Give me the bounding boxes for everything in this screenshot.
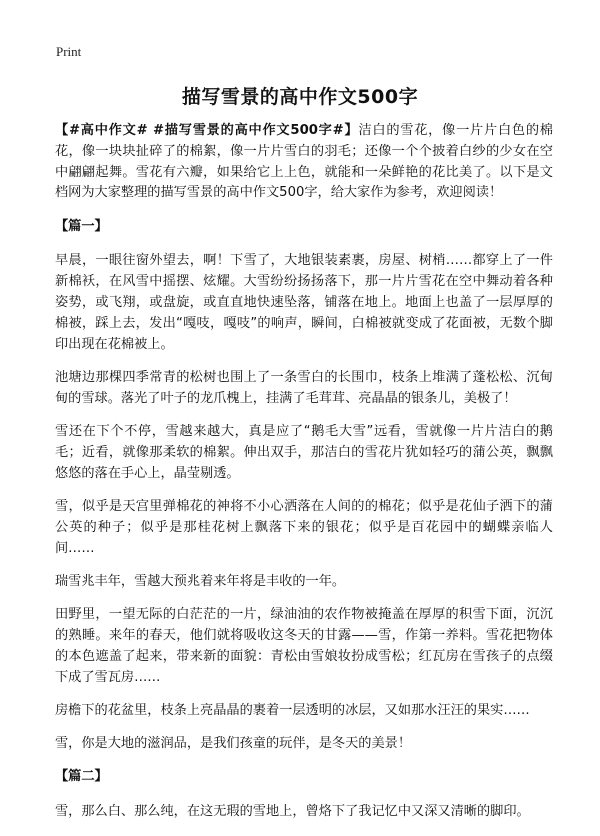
article-title: 描写雪景的高中作文500字 — [181, 86, 419, 108]
paragraph: 雪还在下个不停，雪越来越大，真是应了“鹅毛大雪”远看，雪就像一片片洁白的鹅毛；近看，就像那柔软的棉絮。伸出双手，那洁白的雪花片犹如轻巧的蒲公英，飘飘悠悠的落在手心上，晶莹剔透。 — [55, 424, 553, 481]
section-heading-1: 【篇一】 — [55, 218, 108, 234]
paragraph: 田野里，一望无际的白茫茫的一片，绿油油的农作物被掩盖在厚厚的积雪下面，沉沉的熟睡。来年的春天，他们就将吸收这冬天的甘露——雪，作第一养料。雪花把物体的本色遮盖了起来，带来新的面貌：青松由雪娘妆扮成雪松；红瓦房在雪孩子的点缀下成了雪瓦房…… — [55, 607, 553, 685]
paragraph: 雪，你是大地的滋润品，是我们孩童的玩伴，是冬天的美景！ — [55, 736, 412, 752]
article-body — [55, 121, 553, 836]
paragraph: 瑞雪兆丰年，雪越大预兆着来年将是丰收的一年。 — [55, 573, 346, 589]
print-link[interactable]: Print — [56, 44, 82, 59]
intro-tag: 【#高中作文# #描写雪景的高中作文500字#】 — [55, 123, 359, 138]
intro-text: 洁白的雪花，像一片片白色的棉花，像一块块扯碎了的棉絮，像一片片雪白的羽毛；还像一个个披着白纱的少女在空中翩翩起舞。雪花有六瓣，如果给它上上色，就能和一朵鲜艳的花比美了。以下是文档网为大家整理的描写雪景的高中作文500字，给大家作为参考，欢迎阅读！ — [55, 123, 553, 201]
paragraph: 池塘边那棵四季常青的松树也围上了一条雪白的长围巾，枝条上堆满了蓬松松、沉甸甸的雪球。落光了叶子的龙爪槐上，挂满了毛茸茸、亮晶晶的银条儿，美极了！ — [55, 369, 553, 406]
paragraph: 雪，似乎是天宫里弹棉花的神将不小心洒落在人间的的棉花；似乎是花仙子洒下的蒲公英的种子；似乎是那桂花树上飘落下来的银花；似乎是百花园中的蝴蝶亲临人间…… — [55, 498, 553, 556]
intro-paragraph — [55, 121, 553, 204]
paragraph: 雪，那么白、那么纯，在这无瑕的雪地上，曾烙下了我记忆中又深又清晰的脚印。 — [55, 804, 530, 820]
paragraph: 房檐下的花盆里，枝条上亮晶晶的裹着一层透明的冰层，又如那水汪汪的果实…… — [55, 702, 530, 718]
paragraph: 早晨，一眼往窗外望去，啊！下雪了，大地银装素裹，房屋、树梢……都穿上了一件新棉袄，在风雪中摇摆、炫耀。大雪纷纷扬扬落下，那一片片雪花在空中舞动着各种姿势，或飞翔，或盘旋，或直直地快速坠落，铺落在地上。地面上也盖了一层厚厚的棉被，踩上去，发出“嘎吱，嘎吱”的响声，瞬间，白棉被就变成了花面被，无数个脚印出现在花棉被上。 — [55, 253, 553, 352]
section-heading-2: 【篇二】 — [55, 769, 108, 785]
